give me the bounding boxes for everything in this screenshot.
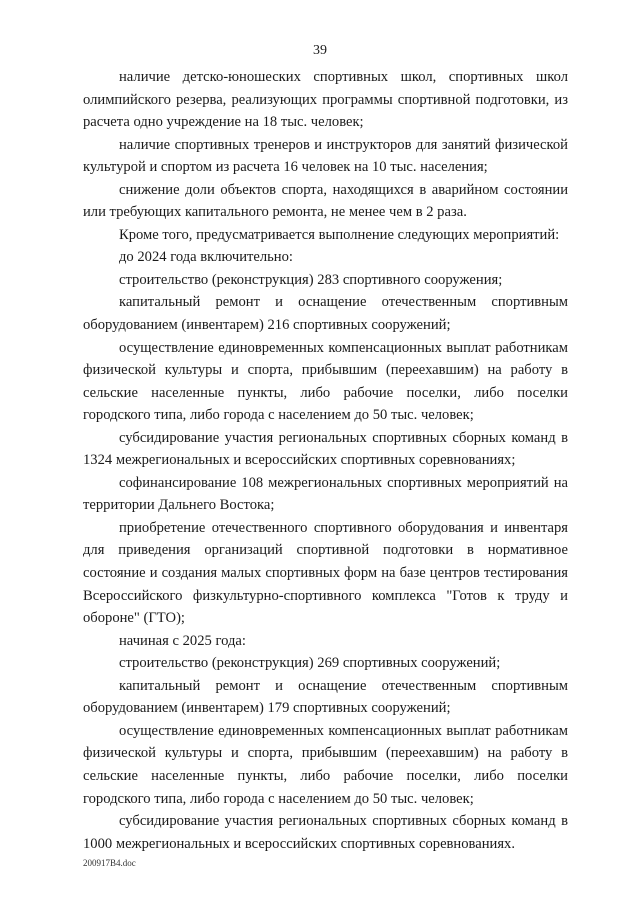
paragraph-subsidy-1000: субсидирование участия региональных спортивных сборных команд в 1000 межрегиональных и всероссийских спортивных соревнованиях.: [83, 813, 568, 852]
paragraph-compensation-payments-2025: осуществление единовременных компенсационных выплат работникам физической культуры и спорта, прибывшим (переехавшим) на работу в сельские населенные пункты, либо рабочие поселки, либо поселки городского типа, либо города с населением до 50 тыс. человек;: [83, 722, 568, 807]
paragraph-far-east-events: софинансирование 108 межрегиональных спортивных мероприятий на территории Дальнего Востока;: [83, 474, 568, 514]
paragraph-construction-269: строительство (реконструкция) 269 спортивных сооружений;: [119, 655, 501, 672]
paragraph-until-2024: до 2024 года включительно:: [119, 249, 293, 266]
paragraph-from-2025: начиная с 2025 года:: [119, 632, 246, 649]
paragraph-compensation-payments-2024: осуществление единовременных компенсационных выплат работникам физической культуры и спорта, прибывшим (переехавшим) на работу в сельские населенные пункты, либо рабочие поселки, либо поселки городского типа, либо города с населением до 50 тыс. человек;: [83, 339, 568, 424]
paragraph-repair-216: капитальный ремонт и оснащение отечественным спортивным оборудованием (инвентарем) 216 спортивных сооружений;: [83, 294, 568, 334]
paragraph-trainers: наличие спортивных тренеров и инструкторов для занятий физической культурой и спортом из расчета 16 человек на 10 тыс. населения;: [83, 136, 568, 176]
paragraph-gto-equipment: приобретение отечественного спортивного оборудования и инвентаря для приведения организаций спортивной подготовки в нормативное состояние и создания малых спортивных форм на базе центров тестирования Всероссийского физкультурно-спортивного комплекса "Готов к труду и обороне" (ГТО);: [83, 519, 568, 627]
document-body: [83, 66, 568, 855]
paragraph-construction-283: строительство (реконструкция) 283 спортивного сооружения;: [119, 271, 503, 288]
paragraph-sports-schools: наличие детско-юношеских спортивных школ, спортивных школ олимпийского резерва, реализующих программы спортивной подготовки, из расчета одно учреждение на 18 тыс. человек;: [83, 69, 568, 131]
document-footer: 200917B4.doc: [83, 858, 136, 868]
paragraph-subsidy-1324: субсидирование участия региональных спортивных сборных команд в 1324 межрегиональных и всероссийских спортивных соревнованиях;: [83, 429, 568, 469]
paragraph-repair-179: капитальный ремонт и оснащение отечественным спортивным оборудованием (инвентарем) 179 спортивных сооружений;: [83, 677, 568, 717]
paragraph-additional-measures: Кроме того, предусматривается выполнение следующих мероприятий:: [119, 226, 560, 243]
page-number: 39: [313, 43, 327, 58]
paragraph-emergency-facilities: снижение доли объектов спорта, находящихся в аварийном состоянии или требующих капитального ремонта, не менее чем в 2 раза.: [83, 181, 568, 221]
